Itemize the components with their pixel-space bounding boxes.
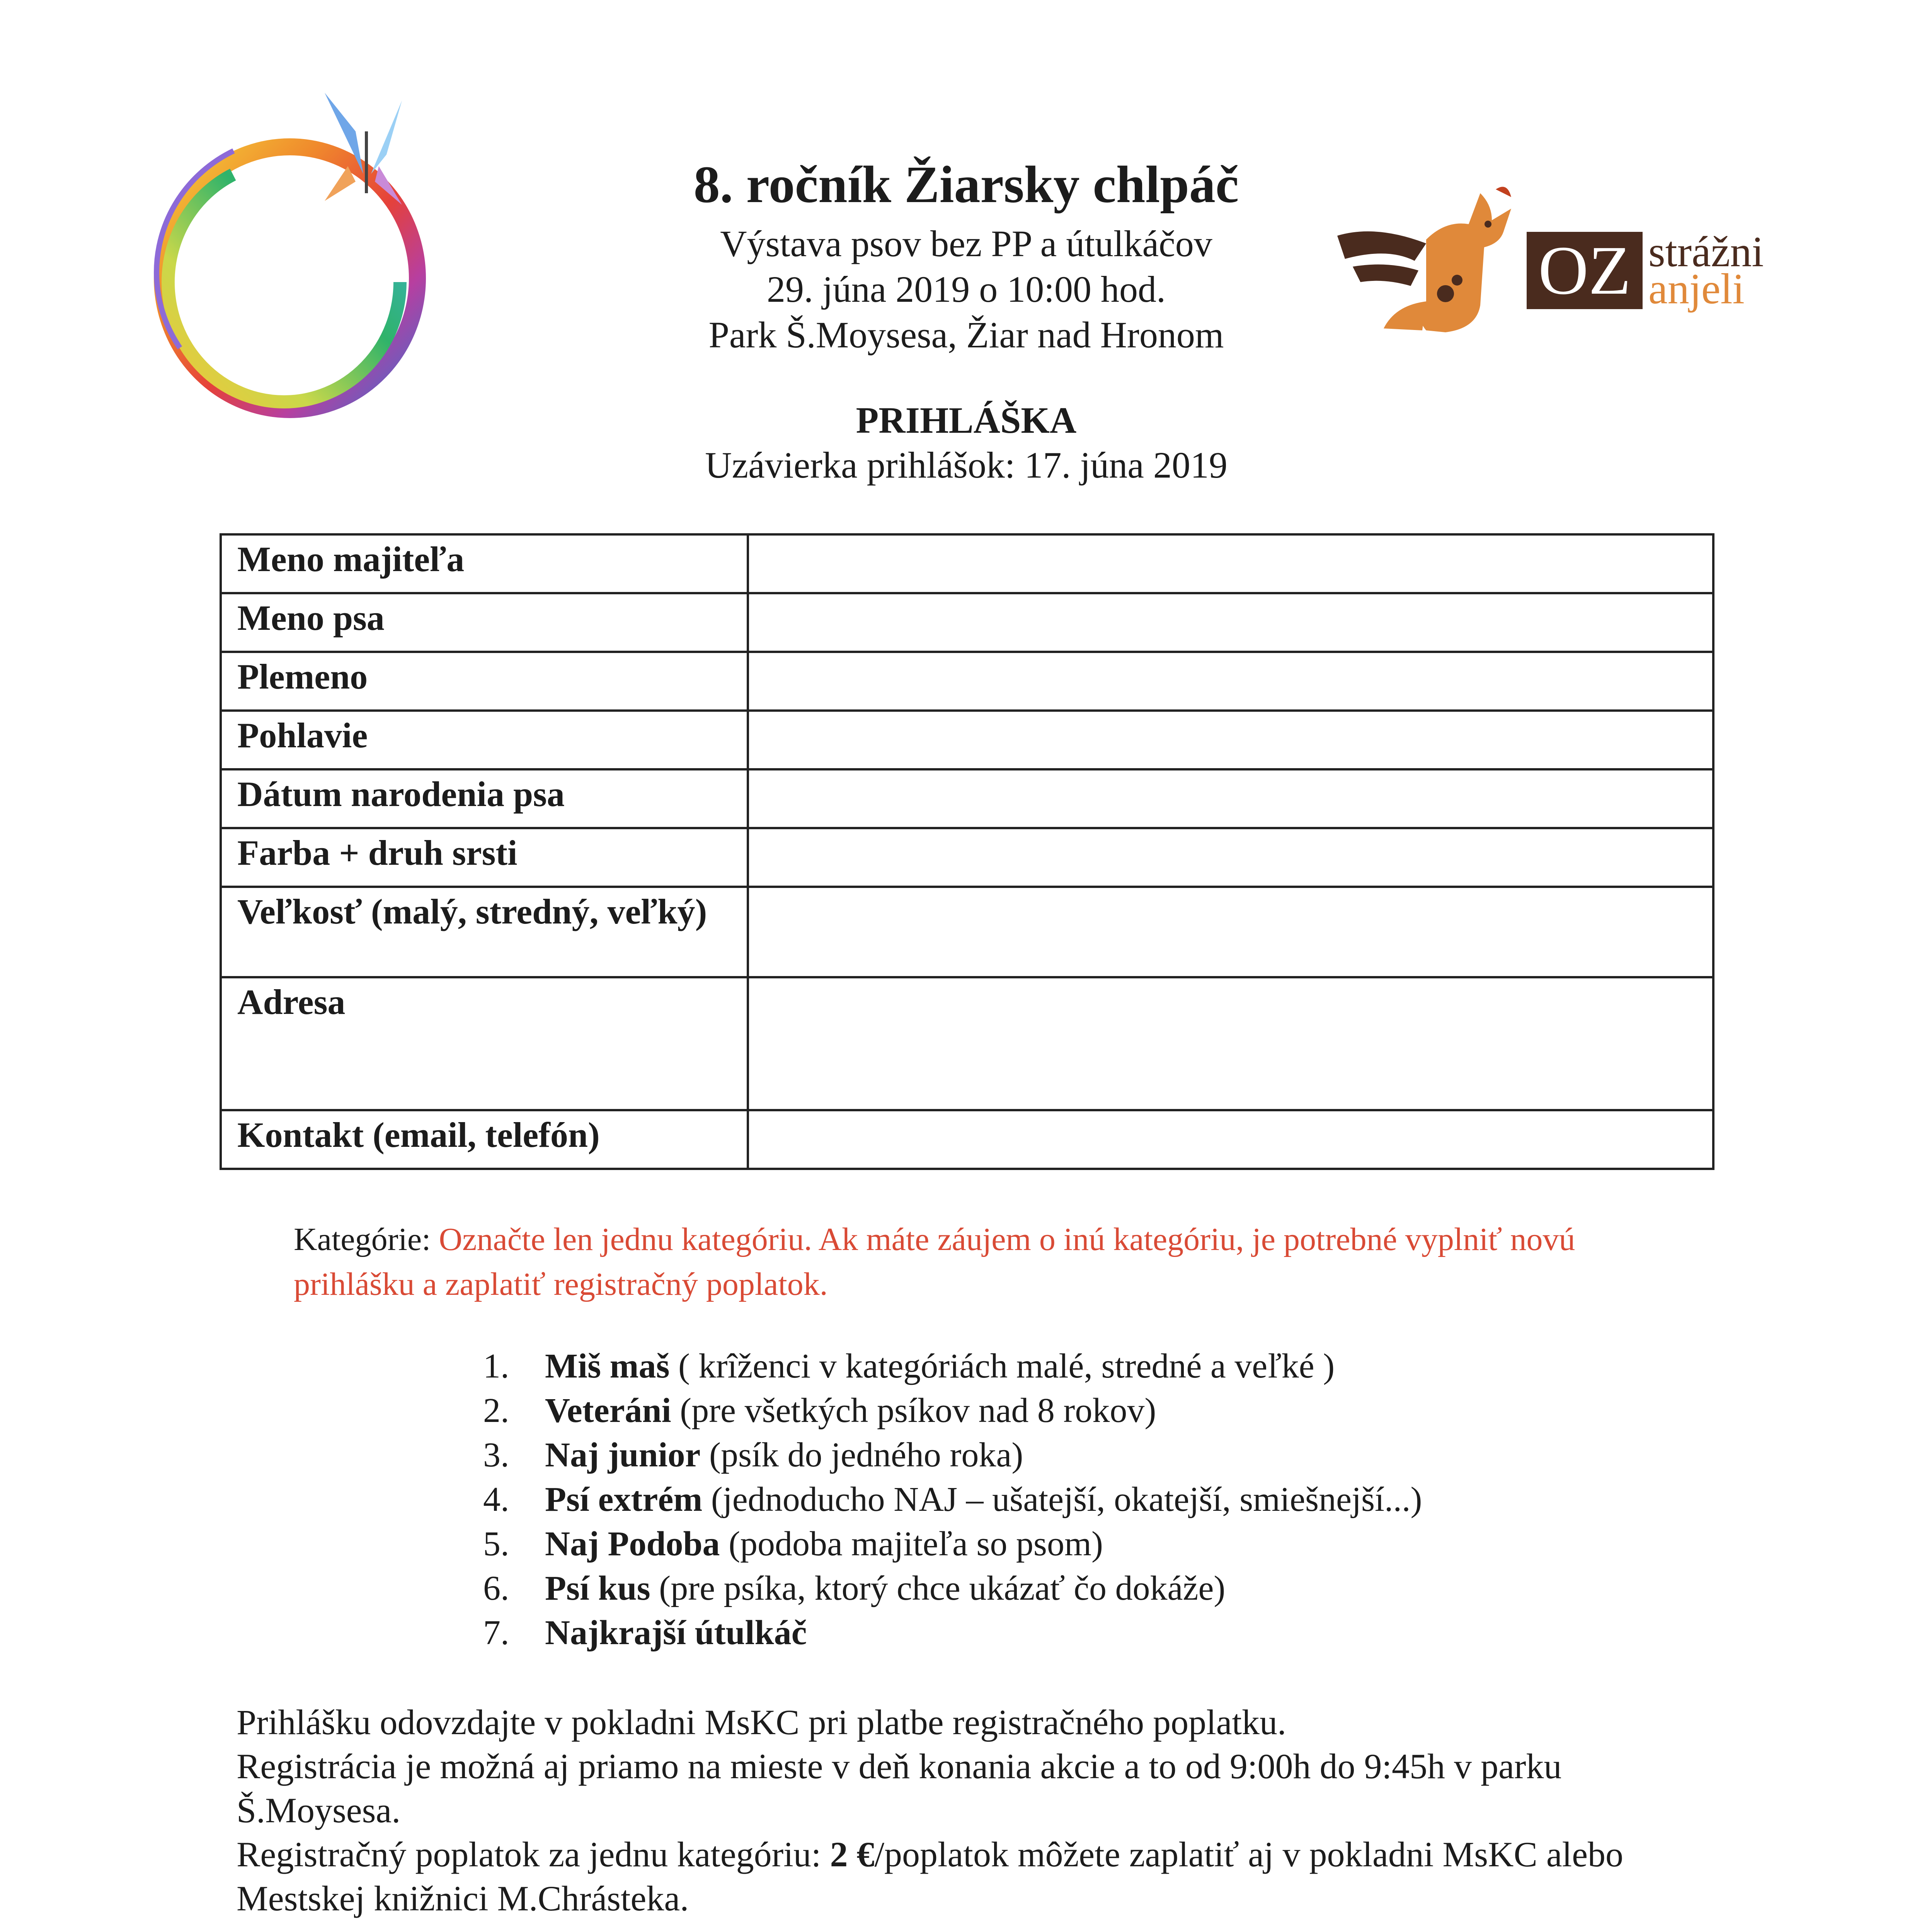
field-input-color-coat[interactable] (748, 828, 1713, 887)
registration-table (220, 533, 1714, 1170)
rainbow-butterfly-logo (108, 77, 479, 425)
category-name: Miš maš (545, 1347, 670, 1385)
field-label: Farba + druh srsti (221, 828, 748, 887)
item-number: 1. (483, 1347, 509, 1385)
logo-line-strazni: strážni (1648, 228, 1764, 276)
registration-line-2: Registrácia je možná aj priamo na mieste v deň konania akcie a to od 9:00h do 9:45h v parku Š.Moysesa. (237, 1747, 1562, 1830)
category-name: Veteráni (545, 1391, 671, 1430)
field-label: Dátum narodenia psa (221, 769, 748, 828)
field-label: Adresa (221, 977, 748, 1110)
category-desc: (jednoducho NAJ – ušatejší, okatejší, smiešnejší...) (702, 1480, 1422, 1519)
item-number: 4. (483, 1480, 509, 1519)
field-label: Pohlavie (221, 711, 748, 769)
page-title: 8. ročník Žiarsky chlpáč (693, 156, 1239, 214)
item-number: 6. (483, 1569, 509, 1607)
event-location: Park Š.Moysesa, Žiar nad Hronom (708, 314, 1224, 355)
categories-label: Kategórie: (294, 1221, 431, 1257)
field-input-birth-date[interactable] (748, 769, 1713, 828)
logo-line-anjeli: anjeli (1648, 265, 1745, 313)
categories-list (483, 1344, 1759, 1655)
category-name: Psí kus (545, 1569, 650, 1607)
category-desc: (podoba majiteľa so psom) (720, 1525, 1103, 1563)
fee-text-rest: /poplatok môžete zaplatiť aj v pokladni MsKC alebo Mestskej knižnici M.Chrásteka. (237, 1835, 1624, 1918)
field-input-address[interactable] (748, 977, 1713, 1110)
field-input-size[interactable] (748, 887, 1713, 977)
category-desc: (psík do jedného roka) (700, 1436, 1023, 1474)
field-input-sex[interactable] (748, 711, 1713, 769)
event-date: 29. júna 2019 o 10:00 hod. (767, 269, 1166, 310)
winged-dog-icon (1330, 178, 1546, 348)
field-label: Plemeno (221, 652, 748, 711)
category-name: Najkrajší útulkáč (545, 1614, 807, 1652)
list-item (483, 1477, 1759, 1522)
item-number: 7. (483, 1614, 509, 1652)
field-label: Meno psa (221, 593, 748, 652)
field-label: Veľkosť (malý, stredný, veľký) (221, 887, 748, 977)
table-row (221, 887, 1713, 977)
table-row (221, 711, 1713, 769)
table-row (221, 977, 1713, 1110)
category-desc: (pre psíka, ktorý chce ukázať čo dokáže) (650, 1569, 1226, 1607)
item-number: 3. (483, 1436, 509, 1474)
field-label: Meno majiteľa (221, 534, 748, 593)
logo-oz-text: OZ (1538, 232, 1631, 309)
table-row (221, 593, 1713, 652)
table-row (221, 652, 1713, 711)
form-title: PRIHLÁŠKA (856, 400, 1077, 441)
registration-line-3 (237, 1832, 1713, 1920)
field-label: Kontakt (email, telefón) (221, 1110, 748, 1169)
event-subtitle: Výstava psov bez PP a útulkáčov (720, 223, 1212, 264)
registration-info (237, 1700, 1713, 1920)
list-item (483, 1566, 1759, 1611)
categories-intro (294, 1217, 1670, 1307)
table-row (221, 769, 1713, 828)
list-item (483, 1388, 1759, 1433)
field-input-breed[interactable] (748, 652, 1713, 711)
field-input-contact[interactable] (748, 1110, 1713, 1169)
categories-note: Označte len jednu kategóriu. Ak máte záujem o inú kategóriu, je potrebné vyplniť novú prihlášku a zaplatiť registračný poplatok. (294, 1221, 1575, 1302)
item-number: 2. (483, 1391, 509, 1430)
category-name: Naj junior (545, 1436, 701, 1474)
field-input-owner-name[interactable] (748, 534, 1713, 593)
fee-text: Registračný poplatok za jednu kategóriu: (237, 1835, 830, 1874)
oz-strazni-anjeli-logo (1330, 178, 1793, 348)
list-item (483, 1344, 1759, 1388)
table-row (221, 1110, 1713, 1169)
list-item (483, 1611, 1759, 1655)
list-item (483, 1522, 1759, 1566)
item-number: 5. (483, 1525, 509, 1563)
registration-line-1: Prihlášku odovzdajte v pokladni MsKC pri platbe registračného poplatku. (237, 1702, 1287, 1742)
category-desc: (pre všetkých psíkov nad 8 rokov) (671, 1391, 1156, 1430)
table-row (221, 828, 1713, 887)
field-input-dog-name[interactable] (748, 593, 1713, 652)
list-item (483, 1433, 1759, 1477)
category-name: Psí extrém (545, 1480, 703, 1519)
logo-oz-box (1527, 232, 1643, 309)
deadline: Uzávierka prihlášok: 17. júna 2019 (705, 444, 1227, 486)
category-desc: ( krîženci v kategóriách malé, stredné a veľké ) (669, 1347, 1335, 1385)
table-row (221, 534, 1713, 593)
fee-amount: 2 € (830, 1835, 875, 1874)
category-name: Naj Podoba (545, 1525, 720, 1563)
